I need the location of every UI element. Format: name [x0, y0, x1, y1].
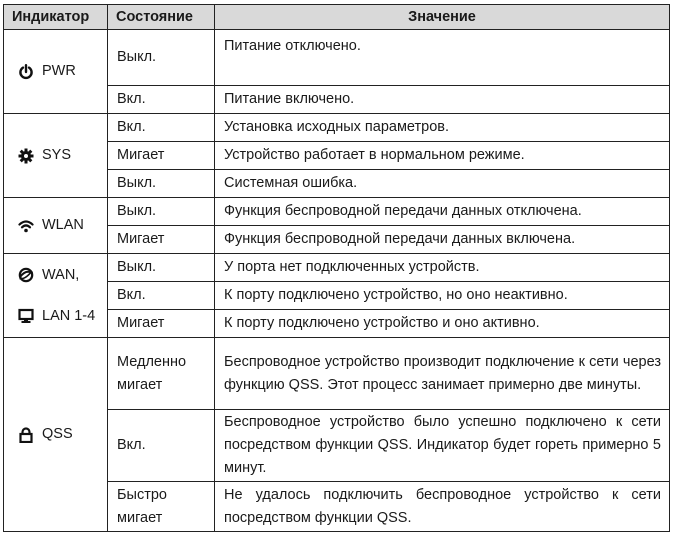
indicator-name: PWR [42, 63, 76, 79]
value-cell: Беспроводное устройство производит подключение к сети через функцию QSS. Этот процесс занимает примерно две минуты. [215, 338, 670, 410]
state-cell: Выкл. [108, 254, 215, 282]
table-row [4, 254, 670, 282]
header-state: Состояние [108, 5, 215, 30]
value-cell: Питание отключено. [215, 30, 670, 86]
state-cell: Медленно мигает [108, 338, 215, 410]
value-cell: Системная ошибка. [215, 170, 670, 198]
state-cell: Быстро мигает [108, 482, 215, 532]
indicator-name: SYS [42, 147, 72, 163]
value-cell: Питание включено. [215, 86, 670, 114]
header-value: Значение [215, 5, 670, 30]
state-cell: Выкл. [108, 30, 215, 86]
value-cell: Устройство работает в нормальном режиме. [215, 142, 670, 170]
power-icon [18, 64, 34, 80]
table-header-row [4, 5, 670, 30]
value-cell: К порту подключено устройство и оно активно. [215, 310, 670, 338]
state-cell: Выкл. [108, 198, 215, 226]
state-cell: Вкл. [108, 282, 215, 310]
state-cell: Мигает [108, 142, 215, 170]
state-cell: Выкл. [108, 170, 215, 198]
wifi-icon [18, 218, 34, 234]
value-cell: Беспроводное устройство было успешно подключено к сети посредством функции QSS. Индикатор будет гореть примерно 5 минут. [215, 410, 670, 482]
value-cell: К порту подключено устройство, но оно неактивно. [215, 282, 670, 310]
indicator-wan-lan [4, 254, 108, 338]
value-cell: У порта нет подключенных устройств. [215, 254, 670, 282]
table-row [4, 198, 670, 226]
indicator-qss [4, 338, 108, 532]
value-cell: Не удалось подключить беспроводное устройство к сети посредством функции QSS. [215, 482, 670, 532]
value-cell: Установка исходных параметров. [215, 114, 670, 142]
gear-icon [18, 148, 34, 164]
indicator-pwr [4, 30, 108, 114]
globe-icon [18, 267, 34, 283]
table-row [4, 114, 670, 142]
state-cell: Вкл. [108, 410, 215, 482]
monitor-icon [18, 308, 34, 324]
table-row [4, 338, 670, 410]
state-cell: Мигает [108, 226, 215, 254]
header-indicator: Индикатор [4, 5, 108, 30]
indicator-name-wan: WAN, [42, 266, 80, 283]
state-cell: Мигает [108, 310, 215, 338]
state-cell: Вкл. [108, 114, 215, 142]
value-cell: Функция беспроводной передачи данных отключена. [215, 198, 670, 226]
indicator-name: QSS [42, 426, 73, 442]
indicator-name: WLAN [42, 217, 84, 233]
state-cell: Вкл. [108, 86, 215, 114]
value-cell: Функция беспроводной передачи данных включена. [215, 226, 670, 254]
indicator-sys [4, 114, 108, 198]
indicator-name-lan: LAN 1-4 [42, 307, 96, 324]
table-row [4, 30, 670, 86]
indicator-wlan [4, 198, 108, 254]
lock-icon [18, 427, 34, 443]
indicator-table [3, 4, 670, 532]
